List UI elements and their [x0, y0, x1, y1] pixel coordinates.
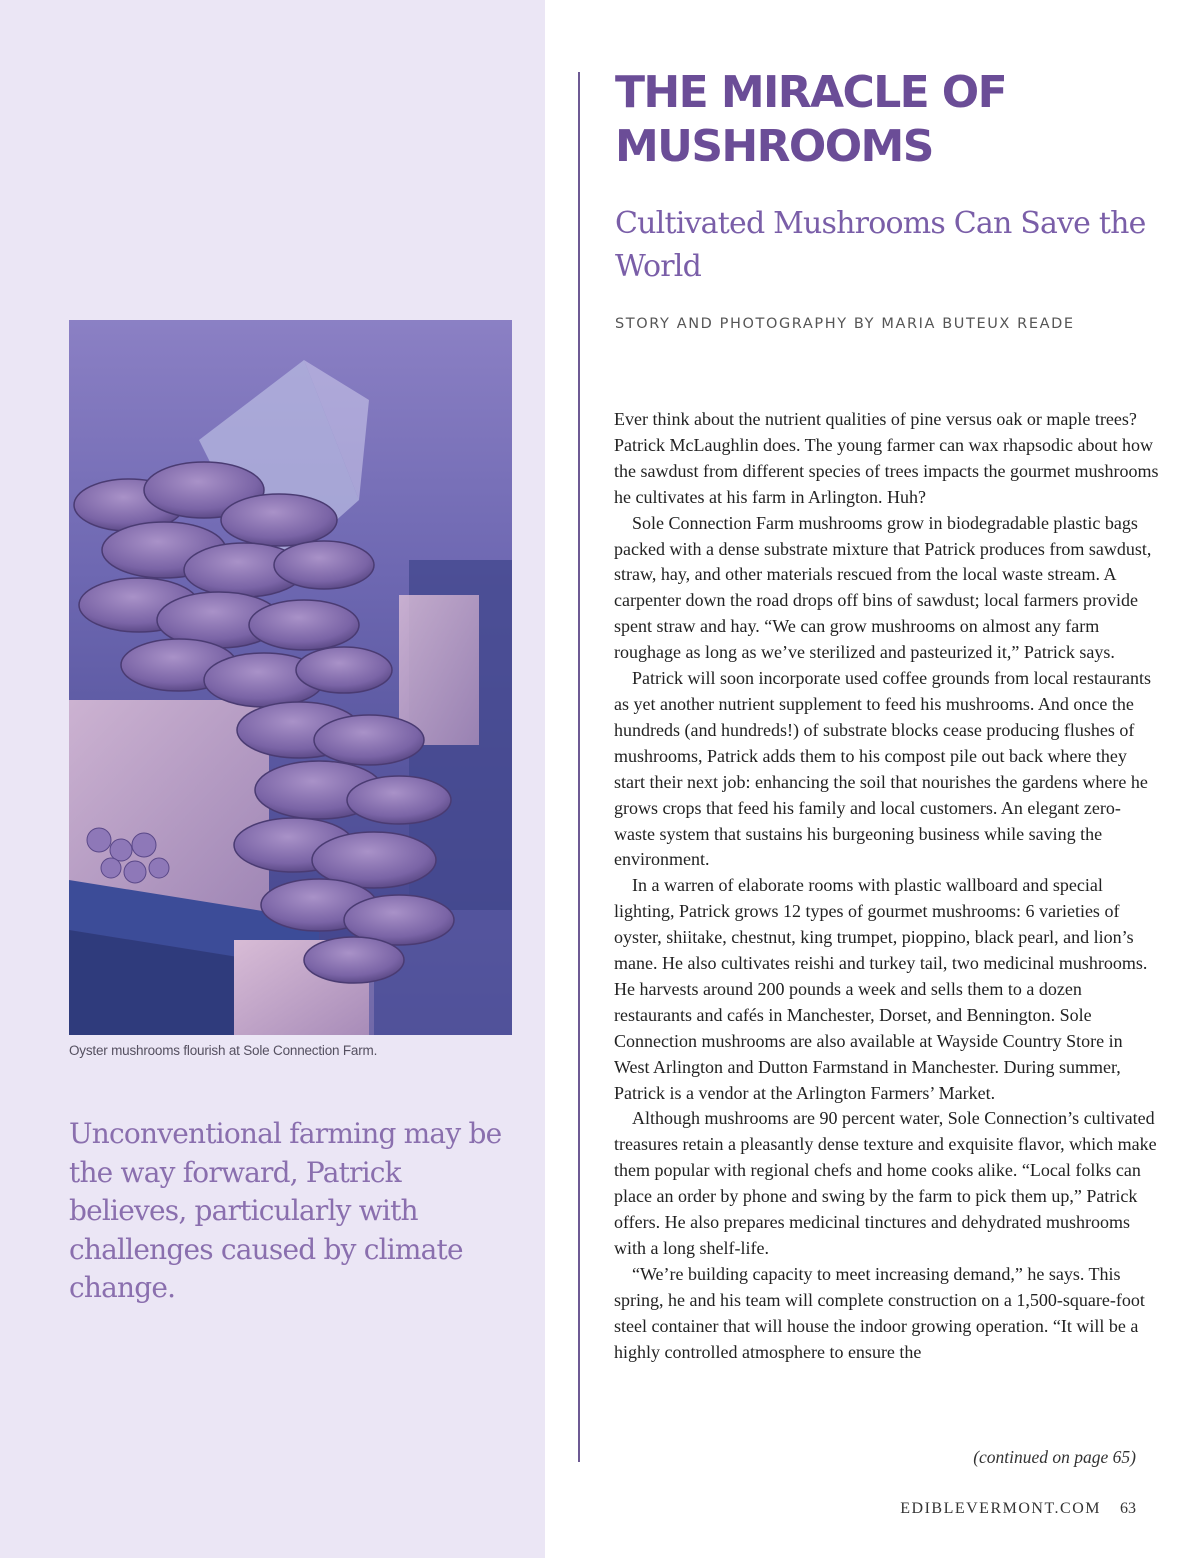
- pull-quote: Unconventional farming may be the way forward, Patrick believes, particularly with challenges caused by climate change.: [69, 1117, 502, 1304]
- continued-note: (continued on page 65): [973, 1447, 1136, 1467]
- article-subtitle: Cultivated Mushrooms Can Save the World: [615, 206, 1146, 284]
- oyster-mushroom-photo: [69, 320, 512, 1035]
- body-paragraph: Although mushrooms are 90 percent water, Sole Connection’s cultivated treasures retain a pleasantly dense texture and exquisite flavor, which make them popular with regional chefs and home cooks alike. “Local folks can place an order by phone and swing by the farm to pick them up,” Patrick offers. He also prepares medicinal tinctures and dehydrated mushrooms with a long shelf-life.: [614, 1108, 1157, 1258]
- footer-site: EDIBLEVERMONT.COM: [900, 1500, 1101, 1517]
- article-body: [614, 407, 1159, 1366]
- photo-caption: Oyster mushrooms flourish at Sole Connection Farm.: [69, 1043, 378, 1058]
- body-paragraph: In a warren of elaborate rooms with plastic wallboard and special lighting, Patrick grows 12 types of gourmet mushrooms: 6 varieties of oyster, shiitake, chestnut, king trumpet, pioppino, black pearl, and lion’s mane. He also cultivates reishi and turkey tail, two medicinal mushrooms. He harvests around 200 pounds a week and sells them to a dozen restaurants and cafés in Manchester, Dorset, and Bennington. Sole Connection mushrooms are also available at Wayside Country Store in West Arlington and Dutton Farmstand in Manchester. During summer, Patrick is a vendor at the Arlington Farmers’ Market.: [614, 875, 1148, 1103]
- sidebar-panel: [0, 0, 545, 1558]
- body-paragraph: Sole Connection Farm mushrooms grow in biodegradable plastic bags packed with a dense substrate mixture that Patrick produces from sawdust, straw, hay, and other materials rescued from the local waste stream. A carpenter down the road drops off bins of sawdust; local farmers provide spent straw and hay. “We can grow mushrooms on almost any farm roughage as long as we’ve sterilized and pasteurized it,” Patrick says.: [614, 512, 1152, 663]
- page-number: 63: [1120, 1500, 1136, 1517]
- column-divider: [578, 72, 580, 1462]
- body-paragraph: “We’re building capacity to meet increasing demand,” he says. This spring, he and his team will complete construction on a 1,500-square-foot steel container that will house the indoor growing operation. “It will be a highly controlled atmosphere to ensure the: [614, 1263, 1145, 1362]
- body-paragraph: Ever think about the nutrient qualities of pine versus oak or maple trees? Patrick McLaughlin does. The young farmer can wax rhapsodic about how the sawdust from different species of trees impacts the gourmet mushrooms he cultivates at his farm in Arlington. Huh?: [614, 409, 1159, 507]
- article-byline: STORY AND PHOTOGRAPHY BY MARIA BUTEUX READE: [615, 316, 1075, 332]
- body-paragraph: Patrick will soon incorporate used coffee grounds from local restaurants as yet another nutrient supplement to feed his mushrooms. And once the hundreds (and hundreds!) of substrate blocks cease producing flushes of mushrooms, Patrick adds them to his compost pile out back where they start their next job: enhancing the soil that nourishes the gardens where he grows crops that feed his family and local customers. An elegant zero-waste system that sustains his burgeoning business while saving the environment.: [614, 668, 1152, 870]
- article-title: THE MIRACLE OF MUSHROOMS: [615, 67, 1007, 172]
